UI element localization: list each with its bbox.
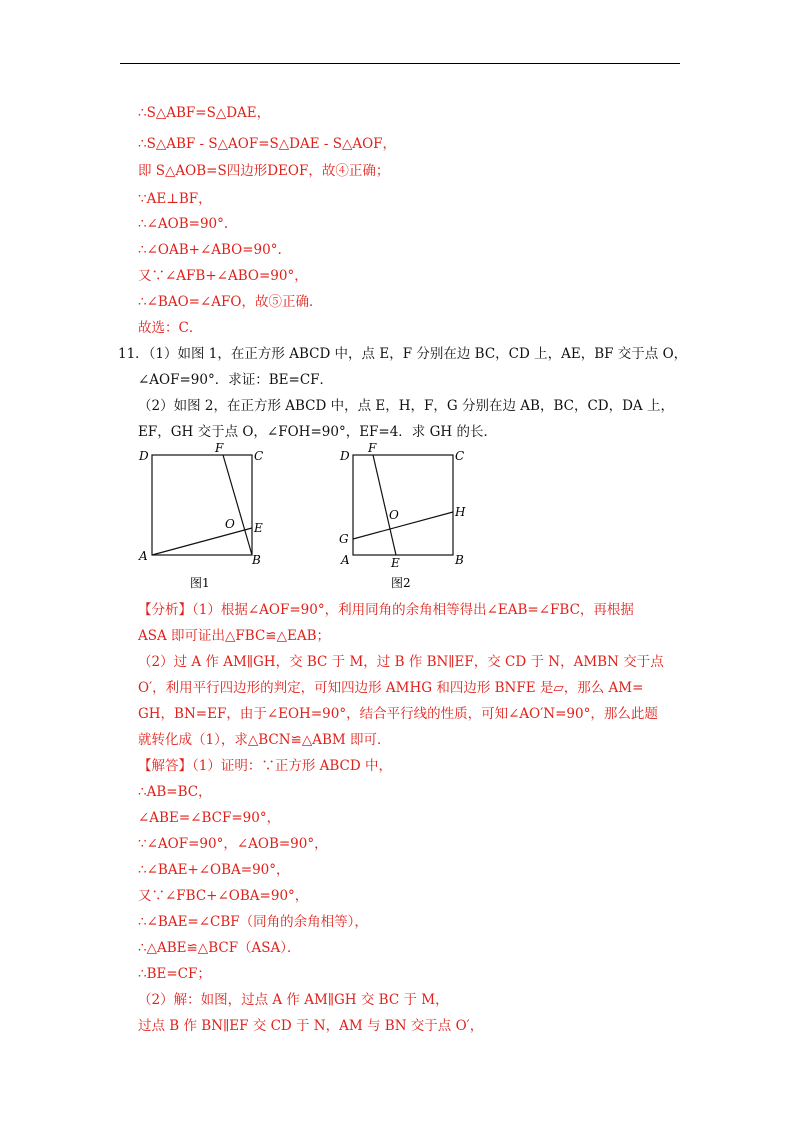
text-line: EF，GH 交于点 O，∠FOH=90°，EF=4．求 GH 的长．: [138, 424, 497, 440]
fig2-square: [353, 455, 453, 555]
fig2-label-o: O: [389, 508, 399, 522]
text-line: ∴BE=CF；: [138, 966, 211, 982]
text-line: ∠AOF=90°．求证：BE=CF．: [138, 372, 334, 388]
fig1-label-b: B: [252, 553, 261, 567]
text-line: ASA 即可证出△FBC≌△EAB；: [138, 628, 331, 644]
fig1-segment-ae: [152, 528, 252, 555]
figure-1-diagram: [135, 442, 285, 597]
text-line: 【分析】（1）根据∠AOF=90°，利用同角的余角相等得出∠EAB=∠FBC，再根据: [138, 602, 634, 618]
text-line: 过点 B 作 BN∥EF 交 CD 于 N，AM 与 BN 交于点 O′，: [138, 1018, 484, 1034]
fig2-label-c: C: [455, 449, 465, 463]
fig2-segment-ef: [373, 455, 396, 555]
text-line: 就转化成（1），求△BCN≌△ABM 即可．: [138, 732, 391, 748]
fig2-label-a: A: [341, 553, 350, 567]
text-line: O′，利用平行四边形的判定，可知四边形 AMHG 和四边形 BNFE 是▱，那么 AM=: [138, 680, 644, 696]
text-line: ∴∠BAE+∠OBA=90°，: [138, 862, 290, 878]
text-line: 即 S△AOB=S四边形DEOF，故④正确；: [138, 163, 390, 179]
fig2-segment-gh: [353, 512, 453, 539]
text-line: ∴△ABE≌△BCF（ASA）．: [138, 940, 301, 956]
text-line: （2）如图 2，在正方形 ABCD 中，点 E，H，F，G 分别在边 AB，BC，CD，DA 上，: [138, 398, 674, 414]
text-line: ∴∠AOB=90°.: [138, 216, 229, 232]
text-line: ∴S△ABF=S△DAE，: [138, 105, 271, 121]
text-line: ∴∠OAB+∠ABO=90°.: [138, 242, 282, 258]
fig2-label-b: B: [455, 553, 464, 567]
header-rule: [120, 63, 680, 64]
text-line: ∴AB=BC，: [138, 784, 212, 800]
text-line: （2）过 A 作 AM∥GH，交 BC 于 M，过 B 作 BN∥EF，交 CD 于 N，AMBN 交于点: [138, 654, 664, 670]
fig2-label-e: E: [391, 556, 400, 570]
fig1-label-a: A: [139, 549, 148, 563]
text-line: ∴∠BAO=∠AFO，故⑤正确．: [138, 294, 323, 310]
text-line: 11．（1）如图 1，在正方形 ABCD 中，点 E，F 分别在边 BC，CD 上，AE，BF 交于点 O，: [118, 346, 688, 362]
fig2-label-h: H: [455, 505, 466, 519]
fig2-label-f: F: [368, 442, 377, 455]
text-line: ∴S△ABF - S△AOF=S△DAE - S△AOF，: [138, 136, 397, 152]
fig1-label-o: O: [225, 517, 235, 531]
text-line: 又∵∠AFB+∠ABO=90°，: [138, 268, 308, 284]
text-line: ∵AE⊥BF，: [138, 191, 212, 207]
fig1-label-f: F: [215, 442, 224, 455]
text-line: 故选：C．: [138, 320, 203, 336]
text-line: 又∵∠FBC+∠OBA=90°，: [138, 888, 309, 904]
text-line: ∴∠BAE=∠CBF（同角的余角相等），: [138, 914, 368, 930]
fig1-label-e: E: [254, 521, 263, 535]
fig1-label-d: D: [139, 449, 149, 463]
text-line: ∠ABE=∠BCF=90°，: [138, 810, 281, 826]
fig2-caption: 图2: [391, 576, 411, 590]
fig2-label-d: D: [340, 449, 350, 463]
figure-2-diagram: [333, 442, 483, 597]
text-line: GH，BN=EF，由于∠EOH=90°，结合平行线的性质，可知∠AO′N=90°，那么此题: [138, 706, 658, 722]
text-line: ∵∠AOF=90°，∠AOB=90°，: [138, 836, 328, 852]
fig2-label-g: G: [339, 532, 349, 546]
text-line: 【解答】（1）证明：∵正方形 ABCD 中，: [138, 758, 392, 774]
fig1-label-c: C: [254, 449, 264, 463]
fig1-segment-bf: [223, 455, 252, 555]
text-line: （2）解：如图，过点 A 作 AM∥GH 交 BC 于 M，: [138, 992, 449, 1008]
fig1-caption: 图1: [190, 576, 210, 590]
